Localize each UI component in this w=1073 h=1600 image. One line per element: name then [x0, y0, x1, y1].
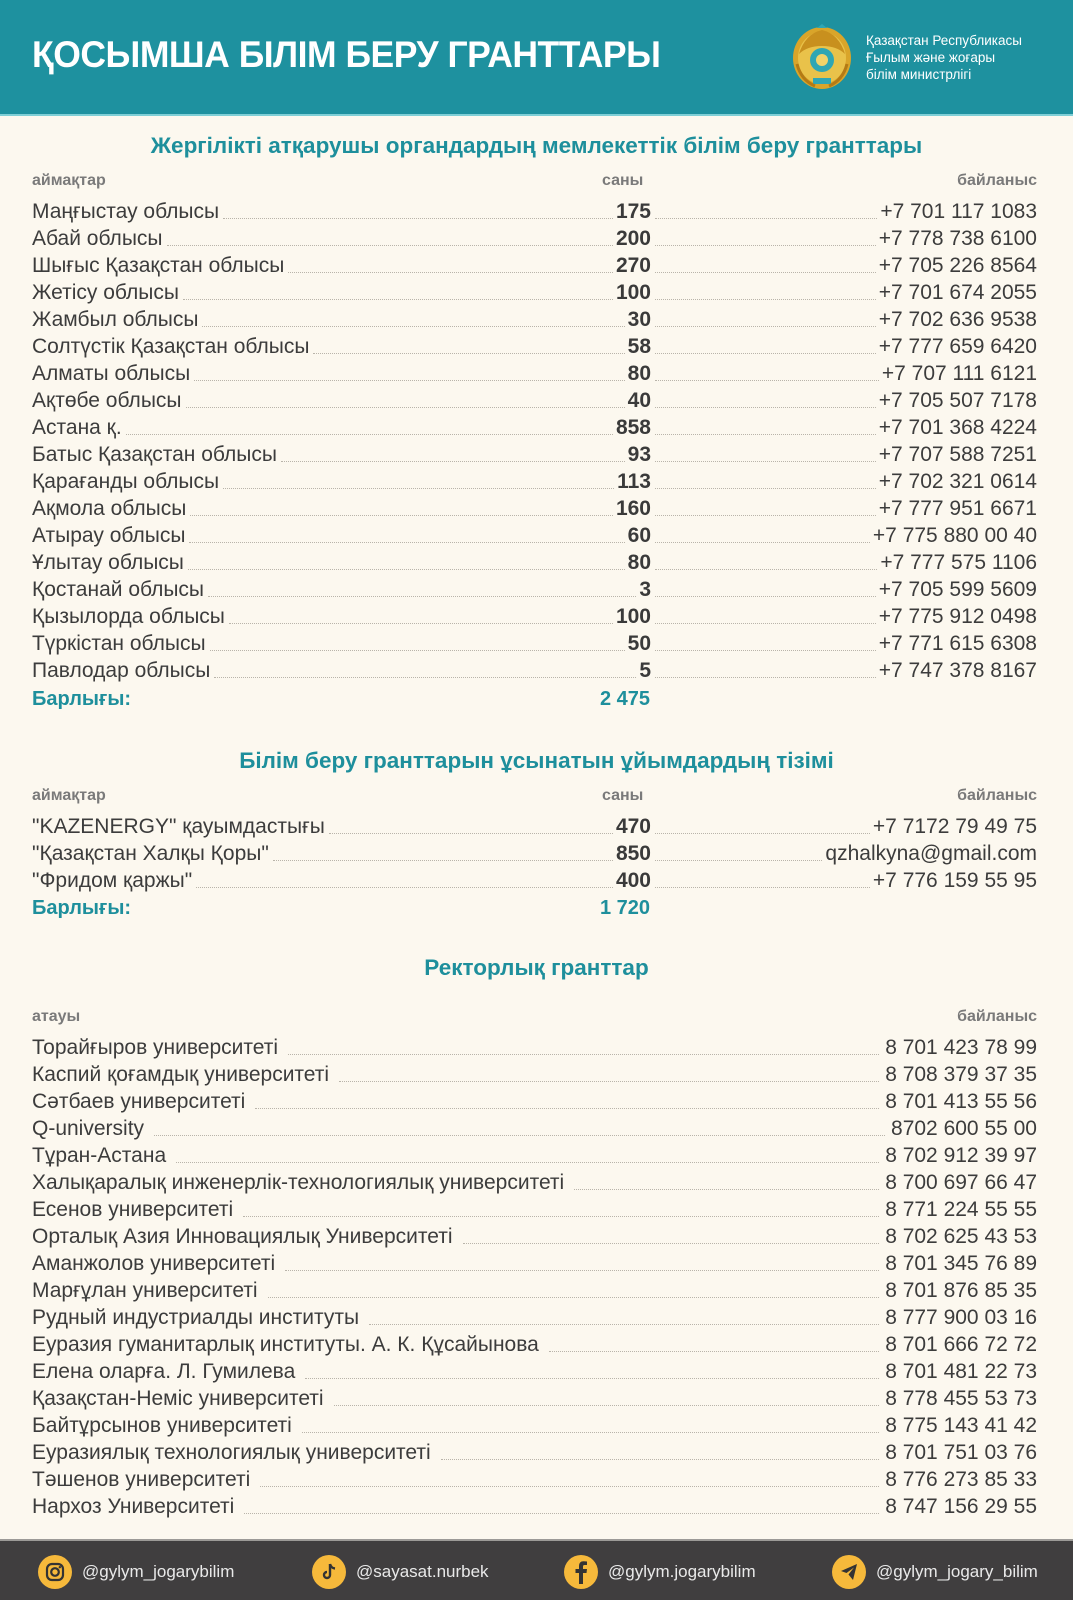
dotted-leader — [202, 326, 624, 327]
ministry-line-1: Қазақстан Республикасы — [866, 33, 1022, 48]
row-name: Ақтөбе облысы — [32, 389, 182, 412]
row-contact: 8 775 143 41 42 — [885, 1414, 1037, 1437]
row-right — [651, 362, 1037, 386]
rector-col-contact: байланыс — [957, 1008, 1037, 1025]
dotted-leader — [167, 245, 613, 246]
row-left — [32, 632, 651, 656]
dotted-leader — [369, 1324, 879, 1325]
dotted-leader — [655, 860, 822, 861]
ministry-line-2: Ғылым және жоғары — [866, 50, 996, 65]
row-right — [651, 443, 1037, 467]
dotted-leader — [255, 1108, 879, 1109]
row-name: Торайғыров университеті — [32, 1036, 279, 1059]
row-left — [32, 578, 651, 602]
row-left — [32, 281, 651, 305]
dotted-leader — [655, 272, 876, 273]
row-name: Жамбыл облысы — [32, 308, 199, 331]
row-right — [651, 335, 1037, 359]
row-count: 30 — [627, 308, 651, 331]
dotted-leader — [243, 1216, 879, 1217]
row-contact: 8 778 455 53 73 — [885, 1387, 1037, 1410]
row-contact: +7 702 321 0614 — [878, 470, 1037, 493]
dotted-leader — [285, 1270, 879, 1271]
table-row — [32, 467, 1037, 494]
row-left — [32, 659, 651, 683]
table-row — [32, 494, 1037, 521]
table-row — [32, 1465, 1037, 1492]
row-contact: 8 776 273 85 33 — [885, 1468, 1037, 1491]
row-name: Атырау облысы — [32, 524, 186, 547]
row-name: Ақмола облысы — [32, 497, 187, 520]
social-facebook[interactable] — [564, 1555, 756, 1589]
dotted-leader — [281, 461, 625, 462]
dotted-leader — [208, 596, 636, 597]
table-row — [32, 1357, 1037, 1384]
row-name: Сәтбаев университеті — [32, 1090, 246, 1113]
table-row — [32, 629, 1037, 656]
row-count: 58 — [627, 335, 651, 358]
dotted-leader — [655, 623, 876, 624]
row-contact: +7 776 159 55 95 — [872, 869, 1037, 892]
local-col-region: аймақтар — [32, 172, 106, 189]
row-contact: 8 701 413 55 56 — [885, 1090, 1037, 1113]
org-total-label: Барлығы: — [32, 897, 132, 919]
row-right — [651, 632, 1037, 656]
table-row — [32, 575, 1037, 602]
row-contact: +7 778 738 6100 — [878, 227, 1037, 250]
row-right — [651, 659, 1037, 683]
row-name: Тәшенов университеті — [32, 1468, 251, 1491]
row-right — [651, 578, 1037, 602]
table-row — [32, 1060, 1037, 1087]
dotted-leader — [655, 407, 876, 408]
row-name: Марғұлан университеті — [32, 1279, 258, 1302]
row-name: "Қазақстан Халқы Қоры" — [32, 842, 269, 865]
row-name: Орталық Азия Инновациялық Университеті — [32, 1225, 453, 1248]
dotted-leader — [210, 650, 625, 651]
row-name: Рудный индустриалды институты — [32, 1306, 360, 1329]
row-left — [32, 551, 651, 575]
row-right — [651, 281, 1037, 305]
table-row — [32, 278, 1037, 305]
local-grants-title: Жергілікті атқарушы органдардың мемлекеттік білім беру гранттары — [150, 133, 923, 158]
table-row — [32, 1087, 1037, 1114]
row-count: 3 — [639, 578, 651, 601]
row-name: Еуразия гуманитарлық институты. А. К. Құсайынова — [32, 1333, 539, 1356]
row-contact: +7 707 588 7251 — [878, 443, 1037, 466]
dotted-leader — [223, 488, 614, 489]
dotted-leader — [655, 434, 876, 435]
table-row — [32, 1141, 1037, 1168]
row-count: 40 — [627, 389, 651, 412]
dotted-leader — [574, 1189, 879, 1190]
table-row — [32, 1384, 1037, 1411]
row-name: Нархоз Университеті — [32, 1495, 235, 1518]
row-count: 113 — [617, 470, 651, 493]
row-count: 175 — [615, 200, 651, 223]
row-right — [651, 416, 1037, 440]
row-contact: 8 701 345 76 89 — [885, 1252, 1037, 1275]
dotted-leader — [188, 569, 625, 570]
row-left — [32, 416, 651, 440]
row-contact: +7 702 636 9538 — [878, 308, 1037, 331]
telegram-handle[interactable]: @gylym_jogary_bilim — [876, 1562, 1038, 1581]
row-contact: 8 708 379 37 35 — [885, 1063, 1037, 1086]
dotted-leader — [339, 1081, 879, 1082]
dotted-leader — [655, 353, 876, 354]
row-right — [651, 200, 1037, 224]
dotted-leader — [305, 1378, 879, 1379]
row-left — [32, 497, 651, 521]
dotted-leader — [329, 833, 613, 834]
org-col-region: аймақтар — [32, 787, 106, 804]
row-count: 400 — [615, 869, 651, 892]
row-right — [651, 254, 1037, 278]
row-contact: +7 777 575 1106 — [880, 551, 1037, 574]
row-contact: +7 705 226 8564 — [878, 254, 1037, 277]
dotted-leader — [183, 299, 613, 300]
table-row — [32, 386, 1037, 413]
org-col-count: саны — [602, 787, 644, 804]
table-row — [32, 1492, 1037, 1519]
row-name: Ұлытау облысы — [32, 551, 184, 574]
row-name: Елена оларға. Л. Гумилева — [32, 1360, 296, 1383]
table-row — [32, 1303, 1037, 1330]
dotted-leader — [463, 1243, 880, 1244]
row-left — [32, 605, 651, 629]
row-left — [32, 524, 651, 548]
row-name: "Фридом қаржы" — [32, 869, 193, 892]
row-contact: 8702 600 55 00 — [891, 1117, 1037, 1140]
row-contact: 8 702 912 39 97 — [885, 1144, 1037, 1167]
table-row — [32, 1330, 1037, 1357]
row-name: Еуразиялық технологиялық университеті — [32, 1441, 431, 1464]
row-count: 5 — [639, 659, 651, 682]
tiktok-handle[interactable]: @sayasat.nurbek — [356, 1562, 489, 1581]
social-tiktok[interactable] — [312, 1555, 489, 1589]
row-left — [32, 227, 651, 251]
row-right — [651, 551, 1037, 575]
row-left — [32, 443, 651, 467]
tiktok-icon — [312, 1555, 346, 1589]
dotted-leader — [655, 515, 876, 516]
row-right — [651, 389, 1037, 413]
row-contact: +7 7172 79 49 75 — [872, 815, 1037, 838]
local-total-label: Барлығы: — [32, 688, 132, 710]
dotted-leader — [655, 461, 876, 462]
row-right — [651, 605, 1037, 629]
row-name: Түркістан облысы — [32, 632, 206, 655]
instagram-icon — [38, 1555, 72, 1589]
dotted-leader — [190, 515, 613, 516]
page-title: ҚОСЫМША БІЛІМ БЕРУ ГРАНТТАРЫ — [32, 34, 661, 75]
table-row — [32, 839, 1037, 866]
row-right — [651, 815, 1037, 839]
table-row — [32, 866, 1037, 893]
row-name: "KAZENERGY" қауымдастығы — [32, 815, 325, 838]
row-name: Каспий қоғамдық университеті — [32, 1063, 330, 1086]
dotted-leader — [655, 569, 877, 570]
row-contact: +7 705 599 5609 — [878, 578, 1037, 601]
row-contact: 8 701 876 85 35 — [885, 1279, 1037, 1302]
row-name: Астана қ. — [32, 416, 122, 439]
table-row — [32, 656, 1037, 683]
table-row — [32, 1114, 1037, 1141]
dotted-leader — [288, 1054, 879, 1055]
row-right — [651, 869, 1037, 893]
row-contact: +7 775 912 0498 — [878, 605, 1037, 628]
row-right — [651, 524, 1037, 548]
row-contact: 8 777 900 03 16 — [885, 1306, 1037, 1329]
row-name: Абай облысы — [32, 227, 163, 250]
row-name: Есенов университеті — [32, 1198, 234, 1221]
row-name: Байтұрсынов университеті — [32, 1414, 292, 1437]
dotted-leader — [441, 1459, 879, 1460]
row-left — [32, 470, 651, 494]
row-count: 60 — [627, 524, 651, 547]
table-row — [32, 1222, 1037, 1249]
table-row — [32, 548, 1037, 575]
dotted-leader — [655, 596, 876, 597]
row-name: Қарағанды облысы — [32, 470, 220, 493]
dotted-leader — [288, 272, 613, 273]
table-row — [32, 1411, 1037, 1438]
row-contact: +7 701 674 2055 — [878, 281, 1037, 304]
dotted-leader — [154, 1135, 885, 1136]
table-row — [32, 812, 1037, 839]
row-right — [651, 470, 1037, 494]
org-grants-title: Білім беру гранттарын ұсынатын ұйымдардың тізімі — [239, 748, 834, 773]
row-contact: qzhalkyna@gmail.com — [825, 842, 1037, 865]
row-contact: 8 701 751 03 76 — [885, 1441, 1037, 1464]
dotted-leader — [655, 245, 876, 246]
row-left — [32, 308, 651, 332]
dotted-leader — [313, 353, 624, 354]
table-row — [32, 521, 1037, 548]
row-contact: +7 777 951 6671 — [878, 497, 1037, 520]
row-right — [651, 227, 1037, 251]
row-count: 850 — [615, 842, 651, 865]
row-count: 160 — [615, 497, 651, 520]
row-name: Халықаралық инженерлік-технологиялық университеті — [32, 1171, 565, 1194]
dotted-leader — [655, 218, 877, 219]
row-contact: +7 705 507 7178 — [878, 389, 1037, 412]
row-count: 50 — [627, 632, 651, 655]
table-row — [32, 1168, 1037, 1195]
dotted-leader — [244, 1513, 879, 1514]
row-name: Маңғыстау облысы — [32, 200, 220, 223]
row-contact: +7 701 368 4224 — [878, 416, 1037, 439]
dotted-leader — [334, 1405, 880, 1406]
org-total-value: 1 720 — [599, 897, 650, 919]
telegram-icon — [832, 1555, 866, 1589]
row-left — [32, 254, 651, 278]
row-name: Қызылорда облысы — [32, 605, 225, 628]
row-left — [32, 842, 651, 866]
table-row — [32, 359, 1037, 386]
dotted-leader — [223, 218, 613, 219]
row-right — [651, 842, 1037, 866]
table-row — [32, 224, 1037, 251]
row-right — [651, 308, 1037, 332]
row-name: Павлодар облысы — [32, 659, 211, 682]
row-name: Тұран-Астана — [32, 1144, 167, 1167]
dotted-leader — [655, 677, 876, 678]
row-left — [32, 200, 651, 224]
dotted-leader — [176, 1162, 879, 1163]
row-name: Шығыс Қазақстан облысы — [32, 254, 285, 277]
rector-col-name: атауы — [32, 1008, 81, 1025]
dotted-leader — [273, 860, 613, 861]
dotted-leader — [186, 407, 625, 408]
dotted-leader — [655, 887, 870, 888]
dotted-leader — [214, 677, 636, 678]
row-left — [32, 815, 651, 839]
table-row — [32, 1033, 1037, 1060]
dotted-leader — [302, 1432, 879, 1433]
row-left — [32, 362, 651, 386]
dotted-leader — [194, 380, 624, 381]
dotted-leader — [655, 380, 879, 381]
row-contact: +7 707 111 6121 — [881, 362, 1037, 385]
local-total-value: 2 475 — [599, 688, 650, 710]
row-count: 93 — [627, 443, 651, 466]
dotted-leader — [126, 434, 613, 435]
row-name: Солтүстік Қазақстан облысы — [32, 335, 310, 358]
row-name: Алматы облысы — [32, 362, 191, 385]
dotted-leader — [655, 650, 876, 651]
row-name: Батыс Қазақстан облысы — [32, 443, 277, 466]
table-row — [32, 1249, 1037, 1276]
row-count: 470 — [615, 815, 651, 838]
table-row — [32, 1195, 1037, 1222]
row-contact: +7 775 880 00 40 — [872, 524, 1037, 547]
dotted-leader — [229, 623, 613, 624]
facebook-icon — [564, 1555, 598, 1589]
table-row — [32, 1438, 1037, 1465]
table-row — [32, 440, 1037, 467]
ministry-name — [866, 32, 1022, 83]
row-name: Қостанай облысы — [32, 578, 205, 601]
row-contact: +7 777 659 6420 — [878, 335, 1037, 358]
dotted-leader — [655, 299, 876, 300]
table-row — [32, 197, 1037, 224]
row-contact: +7 771 615 6308 — [878, 632, 1037, 655]
dotted-leader — [189, 542, 624, 543]
dotted-leader — [268, 1297, 880, 1298]
row-count: 858 — [615, 416, 651, 439]
row-contact: 8 747 156 29 55 — [885, 1495, 1037, 1518]
row-name: Қазақстан-Неміс университеті — [32, 1387, 324, 1410]
row-left — [32, 389, 651, 413]
row-count: 100 — [615, 605, 651, 628]
local-col-contact: байланыс — [957, 172, 1037, 189]
row-contact: 8 702 625 43 53 — [885, 1225, 1037, 1248]
row-name: Аманжолов университеті — [32, 1252, 276, 1275]
row-contact: 8 700 697 66 47 — [885, 1171, 1037, 1194]
row-count: 80 — [627, 362, 651, 385]
row-contact: +7 701 117 1083 — [880, 200, 1037, 223]
row-contact: +7 747 378 8167 — [878, 659, 1037, 682]
local-col-count: саны — [602, 172, 644, 189]
row-left — [32, 869, 651, 893]
row-count: 270 — [615, 254, 651, 277]
row-count: 80 — [627, 551, 651, 574]
row-contact: 8 701 666 72 72 — [885, 1333, 1037, 1356]
rector-grants-title: Ректорлық гранттар — [424, 955, 649, 980]
dotted-leader — [549, 1351, 879, 1352]
social-telegram[interactable] — [832, 1555, 1038, 1589]
row-contact: 8 701 423 78 99 — [885, 1036, 1037, 1059]
dotted-leader — [655, 326, 876, 327]
row-left — [32, 335, 651, 359]
table-row — [32, 332, 1037, 359]
row-contact: 8 771 224 55 55 — [885, 1198, 1037, 1221]
ministry-line-3: білім министрлігі — [866, 67, 972, 82]
table-row — [32, 1276, 1037, 1303]
row-count: 200 — [615, 227, 651, 250]
row-name: Q-university — [32, 1117, 145, 1140]
table-row — [32, 305, 1037, 332]
dotted-leader — [196, 887, 613, 888]
row-right — [651, 497, 1037, 521]
facebook-handle[interactable]: @gylym.jogarybilim — [608, 1562, 756, 1581]
dotted-leader — [655, 488, 876, 489]
dotted-leader — [655, 542, 870, 543]
header-banner — [0, 0, 1073, 116]
dotted-leader — [655, 833, 870, 834]
row-name: Жетісу облысы — [32, 281, 179, 304]
table-row — [32, 251, 1037, 278]
footer — [0, 1539, 1073, 1600]
row-contact: 8 701 481 22 73 — [885, 1360, 1037, 1383]
table-row — [32, 413, 1037, 440]
row-count: 100 — [615, 281, 651, 304]
dotted-leader — [260, 1486, 879, 1487]
org-col-contact: байланыс — [957, 787, 1037, 804]
social-instagram[interactable] — [38, 1555, 234, 1589]
table-row — [32, 602, 1037, 629]
state-emblem-icon — [791, 24, 853, 90]
instagram-handle[interactable]: @gylym_jogarybilim — [82, 1562, 235, 1581]
